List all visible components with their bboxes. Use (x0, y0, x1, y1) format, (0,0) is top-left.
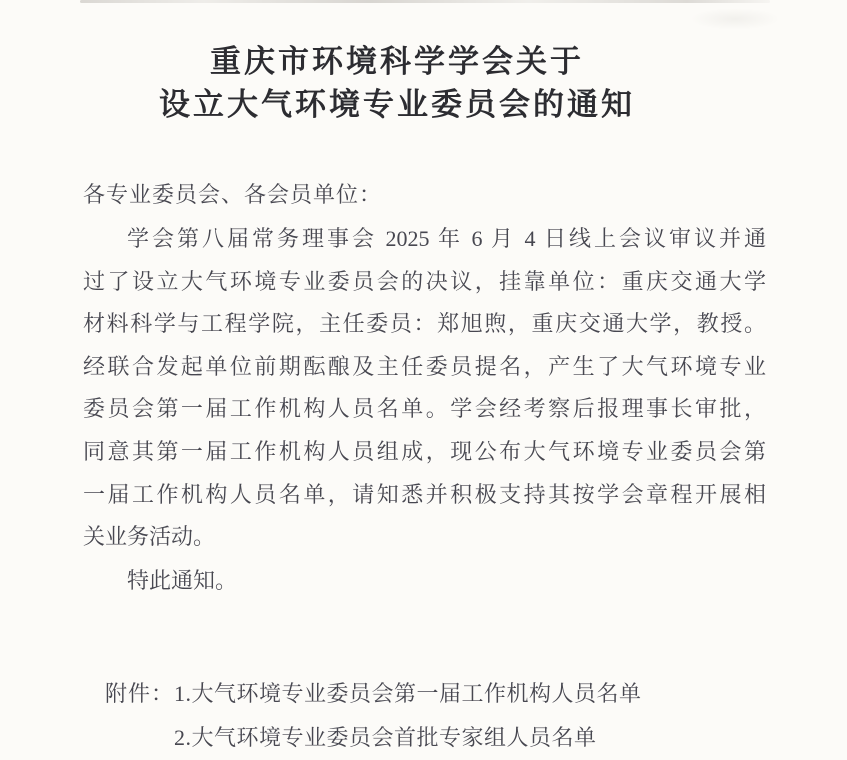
body-paragraph-line: 学会第八届常务理事会 2025 年 6 月 4 日线上会议审议并通 (127, 226, 766, 251)
document-title (55, 40, 739, 126)
scan-artifact-top-edge (80, 0, 770, 3)
body-paragraph-line: 过了设立大气环境专业委员会的决议，挂靠单位：重庆交通大学 (83, 268, 766, 294)
document-title-line-1: 重庆市环境科学学会关于 (210, 44, 584, 79)
attachment-item: 2.大气环境专业委员会首批专家组人员名单 (174, 725, 597, 750)
salutation: 各专业委员会、各会员单位： (83, 182, 383, 207)
attachments-list (174, 672, 642, 760)
body-paragraph-line: 材料科学与工程学院，主任委员：郑旭煦，重庆交通大学，教授。 (83, 311, 766, 337)
document-title-line-2: 设立大气环境专业委员会的通知 (159, 87, 635, 122)
attachments-label: 附件： (105, 681, 175, 706)
body-paragraph-line: 同意其第一届工作机构人员组成，现公布大气环境专业委员会第 (83, 438, 766, 464)
body-paragraph-line: 经联合发起单位前期酝酿及主任委员提名，产生了大气环境专业 (83, 353, 766, 379)
closing-line: 特此通知。 (127, 568, 238, 593)
attachments-section (105, 672, 642, 760)
attachment-item: 1.大气环境专业委员会第一届工作机构人员名单 (174, 681, 642, 706)
body-paragraph-line: 委员会第一届工作机构人员名单。学会经考察后报理事长审批， (83, 396, 766, 422)
body-paragraph-line: 关业务活动。 (83, 524, 216, 550)
scan-artifact-smudge (690, 8, 780, 30)
body-paragraph-line: 一届工作机构人员名单，请知悉并积极支持其按学会章程开展相 (83, 481, 766, 507)
body-paragraph (83, 218, 766, 559)
